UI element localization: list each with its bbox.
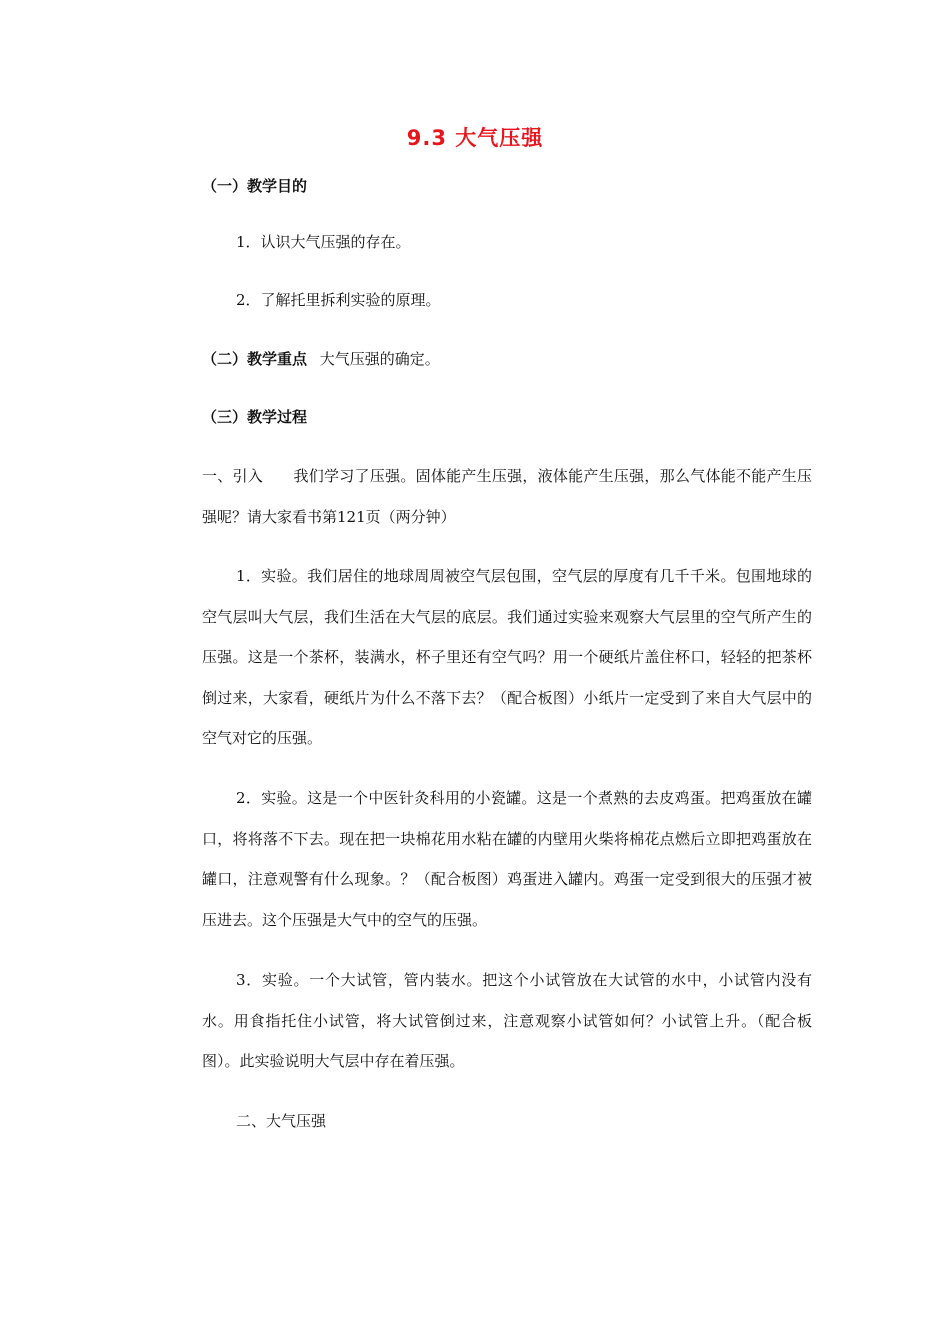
goal-heading: （一）教学目的 — [202, 177, 308, 195]
experiment-2-paragraph: 2．实验。这是一个中医针灸科用的小瓷罐。这是一个煮熟的去皮鸡蛋。把鸡蛋放在罐口，将将落不下去。现在把一块棉花用水粘在罐的内壁用火柴将棉花点燃后立即把鸡蛋放在罐口，注意观警有什么现象。？（配合板图）鸡蛋进入罐内。鸡蛋一定受到很大的压强才被压进去。这个压强是大气中的空气的压强。 — [202, 789, 812, 929]
experiment-1-paragraph: 1．实验。我们居住的地球周周被空气层包围，空气层的厚度有几千千米。包围地球的空气层叫大气层，我们生活在大气层的底层。我们通过实验来观察大气层里的空气所产生的压强。这是一个茶杯，装满水，杯子里还有空气吗？用一个硬纸片盖住杯口，轻轻的把茶杯倒过来，大家看，硬纸片为什么不落下去？（配合板图）小纸片一定受到了来自大气层中的空气对它的压强。 — [202, 567, 812, 747]
key-point-line — [202, 349, 812, 369]
experiment-3-paragraph: 3．实验。一个大试管，管内装水。把这个小试管放在大试管的水中，小试管内没有水。用食指托住小试管，将大试管倒过来，注意观察小试管如何？小试管上升。（配合板图）。此实验说明大气层中存在着压强。 — [202, 971, 812, 1070]
page-title: 9.3 大气压强 — [406, 126, 544, 150]
goal-item-1: 1．认识大气压强的存在。 — [236, 233, 411, 251]
intro-paragraph: 一、引入 我们学习了压强。固体能产生压强，液体能产生压强，那么气体能不能产生压强呢？请大家看书第121页（两分钟） — [202, 467, 812, 526]
key-text: 大气压强的确定。 — [319, 350, 440, 368]
section-2-heading: 二、大气压强 — [236, 1112, 327, 1130]
goal-item-2: 2．了解托里拆利实验的原理。 — [236, 291, 441, 309]
process-heading: （三）教学过程 — [202, 408, 308, 426]
key-heading: （二）教学重点 — [202, 350, 308, 368]
